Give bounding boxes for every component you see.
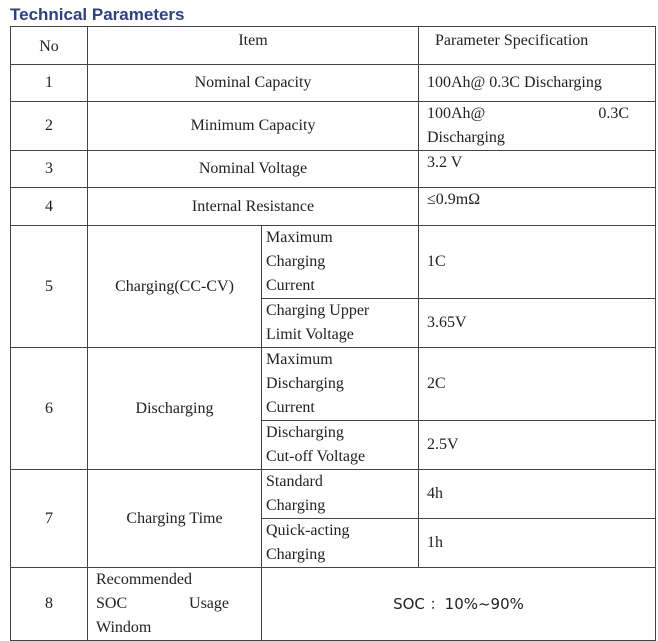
row-subitem: [262, 299, 419, 348]
row-spec: SOC ：10%~90%: [262, 568, 656, 641]
row-subitem: [262, 348, 419, 421]
row-spec-line: [427, 102, 651, 126]
row-subitem-line: Charging: [266, 546, 326, 563]
header-spec: Parameter Specification: [419, 27, 656, 65]
table-row: [11, 226, 656, 299]
row-item-line: Recommended: [96, 571, 192, 588]
row-spec: [419, 102, 656, 151]
row-item: Charging Time: [88, 470, 262, 568]
row-item-part: Usage: [189, 595, 229, 612]
row-number: 1: [11, 65, 88, 102]
row-subitem-line: Charging: [266, 253, 326, 270]
row-spec: 100Ah@ 0.3C Discharging: [419, 65, 656, 102]
row-number: 4: [11, 188, 88, 226]
row-item: Nominal Voltage: [88, 151, 419, 188]
row-spec: 3.65V: [419, 299, 656, 348]
row-subitem-line: Charging: [266, 497, 326, 514]
row-spec: 2.5V: [419, 421, 656, 470]
row-item: Internal Resistance: [88, 188, 419, 226]
row-number: 2: [11, 102, 88, 151]
row-subitem-line: Charging Upper: [266, 302, 370, 319]
row-number: 3: [11, 151, 88, 188]
row-subitem: [262, 421, 419, 470]
row-spec: ≤0.9mΩ: [419, 188, 656, 226]
row-subitem-line: Maximum: [266, 229, 333, 246]
row-subitem: [262, 470, 419, 519]
row-spec-part: 0.3C: [598, 105, 629, 122]
header-no: No: [11, 27, 88, 65]
row-spec: 1C: [419, 226, 656, 299]
row-subitem: [262, 519, 419, 568]
row-subitem-line: Cut-off Voltage: [266, 448, 366, 465]
row-item-part: SOC: [96, 595, 128, 612]
row-item: [88, 568, 262, 641]
row-number: 8: [11, 568, 88, 641]
row-item: Charging(CC-CV): [88, 226, 262, 348]
table-row: [11, 151, 656, 188]
row-subitem-line: Discharging: [266, 424, 344, 441]
row-item-line: [96, 592, 257, 616]
row-number: 7: [11, 470, 88, 568]
parameters-table: [10, 26, 656, 641]
row-subitem-line: Standard: [266, 473, 323, 490]
row-item: Nominal Capacity: [88, 65, 419, 102]
row-subitem-line: Quick-acting: [266, 522, 350, 539]
row-spec-line: Discharging: [427, 129, 505, 146]
row-subitem-line: Current: [266, 399, 315, 416]
table-row: [11, 65, 656, 102]
row-subitem-line: Limit Voltage: [266, 326, 354, 343]
row-spec: 3.2 V: [419, 151, 656, 188]
table-row: [11, 188, 656, 226]
row-item: Minimum Capacity: [88, 102, 419, 151]
header-item: Item: [88, 27, 419, 65]
row-subitem-line: Maximum: [266, 351, 333, 368]
table-row: [11, 470, 656, 519]
row-subitem: [262, 226, 419, 299]
table-row: [11, 348, 656, 421]
row-spec: 2C: [419, 348, 656, 421]
row-number: 6: [11, 348, 88, 470]
table-header-row: [11, 27, 656, 65]
row-subitem-line: Current: [266, 277, 315, 294]
table-row: [11, 102, 656, 151]
row-spec: 1h: [419, 519, 656, 568]
page-title: Technical Parameters: [10, 5, 185, 24]
row-item-line: Windom: [96, 619, 152, 636]
row-item: Discharging: [88, 348, 262, 470]
row-spec: 4h: [419, 470, 656, 519]
row-spec-part: 100Ah@: [427, 105, 486, 122]
row-number: 5: [11, 226, 88, 348]
table-row: [11, 568, 656, 641]
row-subitem-line: Discharging: [266, 375, 344, 392]
